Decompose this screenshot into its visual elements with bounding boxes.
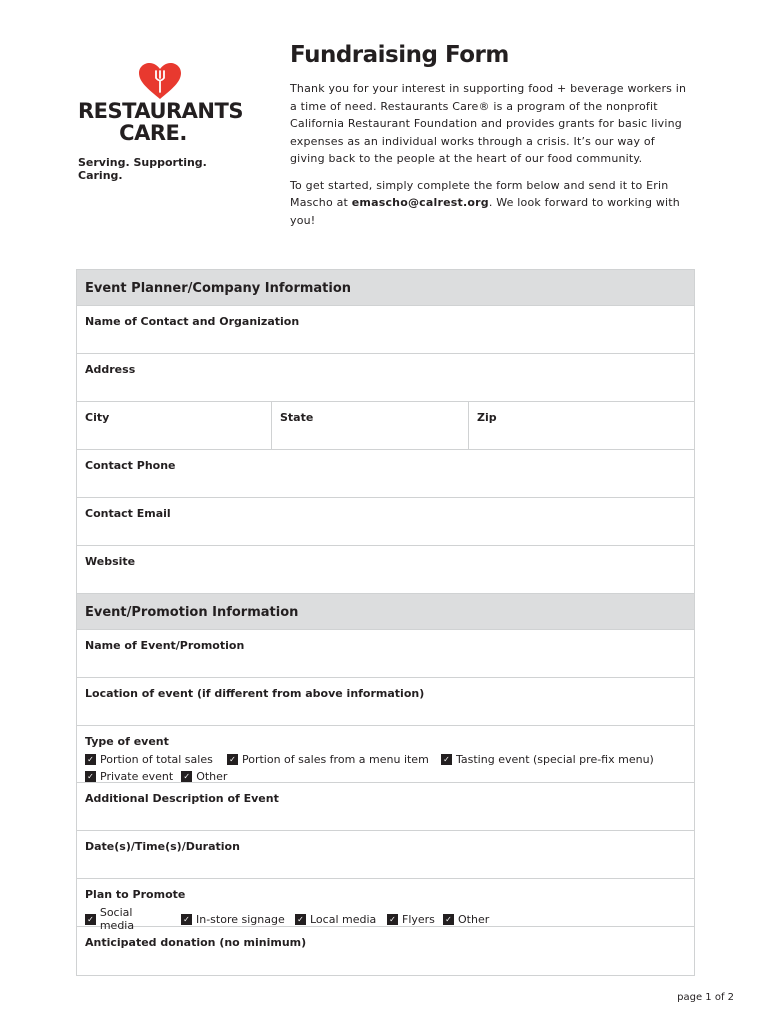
checkbox-option[interactable] [387, 913, 437, 926]
instructions-text-before: To get started, simply complete the form below and send it to Erin Mascho at [290, 178, 669, 209]
event-name-field[interactable] [77, 630, 694, 678]
field-label: Additional Description of Event [85, 792, 279, 805]
checkbox-label: Tasting event (special pre-fix menu) [456, 753, 654, 766]
event-date-field[interactable] [77, 831, 694, 879]
field-label: Address [85, 363, 136, 376]
checkbox-label: In-store signage [196, 912, 285, 926]
field-label: City [85, 411, 110, 424]
zip-field[interactable] [469, 402, 694, 449]
checkbox-checked-icon[interactable]: ✓ [441, 754, 452, 765]
section-heading-event: Event/Promotion Information [77, 594, 694, 630]
restaurants-care-logo [78, 62, 248, 182]
field-label: Location of event (if different from above information) [85, 687, 425, 700]
checkbox-label: Private event [100, 770, 174, 783]
checkbox-checked-icon[interactable]: ✓ [295, 914, 306, 925]
brand-name-line2: CARE. [119, 121, 187, 145]
checkbox-checked-icon[interactable]: ✓ [181, 914, 192, 925]
checkbox-checked-icon[interactable]: ✓ [85, 914, 96, 925]
contact-phone-field[interactable] [77, 450, 694, 498]
address-field[interactable] [77, 354, 694, 402]
event-description-field[interactable] [77, 783, 694, 831]
tagline: Serving. Supporting. Caring. [78, 156, 207, 182]
website-field[interactable] [77, 546, 694, 594]
checkbox-checked-icon[interactable]: ✓ [85, 754, 96, 765]
checkbox-option[interactable] [85, 753, 215, 766]
event-type-group [77, 726, 694, 783]
field-label: Date(s)/Time(s)/Duration [85, 840, 240, 853]
field-label: Name of Event/Promotion [85, 639, 245, 652]
city-state-zip-row [77, 402, 694, 450]
field-label: State [280, 411, 314, 424]
page-number: page 1 of 2 [677, 992, 734, 1003]
heart-fork-icon [138, 62, 182, 100]
checkbox-label: Social media [99, 906, 135, 932]
checkbox-option[interactable] [227, 753, 429, 766]
field-label: Contact Phone [85, 459, 176, 472]
event-type-options-row1 [85, 753, 666, 766]
city-field[interactable] [77, 402, 272, 449]
checkbox-option[interactable] [85, 770, 173, 783]
checkbox-checked-icon[interactable]: ✓ [227, 754, 238, 765]
checkbox-checked-icon[interactable]: ✓ [387, 914, 398, 925]
contact-name-field[interactable] [77, 306, 694, 354]
checkbox-label: Local media [310, 912, 377, 926]
field-label: Plan to Promote [85, 888, 186, 901]
brand-name-line1: RESTAURANTS [78, 99, 243, 123]
checkbox-checked-icon[interactable]: ✓ [443, 914, 454, 925]
checkbox-option[interactable] [443, 913, 489, 926]
checkbox-checked-icon[interactable]: ✓ [85, 771, 96, 782]
fundraising-form [76, 269, 695, 976]
checkbox-option[interactable] [181, 913, 289, 926]
page-title: Fundraising Form [290, 42, 509, 68]
field-label: Name of Contact and Organization [85, 315, 300, 328]
contact-email-field[interactable] [77, 498, 694, 546]
field-label: Type of event [85, 735, 169, 748]
instructions-text-after: . We look forward to working with you! [290, 196, 680, 227]
checkbox-option[interactable] [441, 753, 654, 766]
field-label: Website [85, 555, 136, 568]
checkbox-checked-icon[interactable]: ✓ [181, 771, 192, 782]
field-label: Anticipated donation (no minimum) [85, 936, 307, 949]
field-label: Zip [477, 411, 497, 424]
field-label: Contact Email [85, 507, 171, 520]
instructions-paragraph [290, 177, 690, 230]
promotion-plan-group [77, 879, 694, 932]
state-field[interactable] [272, 402, 469, 449]
section-heading-company: Event Planner/Company Information [77, 270, 694, 306]
checkbox-label: Other [196, 770, 228, 783]
checkbox-option[interactable] [181, 770, 227, 783]
event-type-options-row2 [85, 770, 239, 783]
intro-paragraph: Thank you for your interest in supporting food + beverage workers in a time of need. Restaurants Care® is a program of the nonprofit California Restaurant Foundation and provides grants for basic living expenses as an individual works through a crisis. It’s our way of giving back to the people at the heart of our food community. [290, 82, 687, 165]
intro-block [290, 42, 690, 238]
checkbox-label: Flyers [402, 912, 435, 926]
checkbox-label: Portion of total sales [100, 753, 213, 766]
checkbox-option[interactable] [295, 913, 383, 926]
checkbox-label: Other [458, 912, 490, 926]
checkbox-label: Portion of sales from a menu item [242, 753, 429, 766]
event-location-field[interactable] [77, 678, 694, 726]
contact-email-link[interactable]: emascho@calrest.org [351, 196, 489, 209]
anticipated-donation-field[interactable] [77, 927, 694, 975]
brand-name [78, 100, 248, 144]
